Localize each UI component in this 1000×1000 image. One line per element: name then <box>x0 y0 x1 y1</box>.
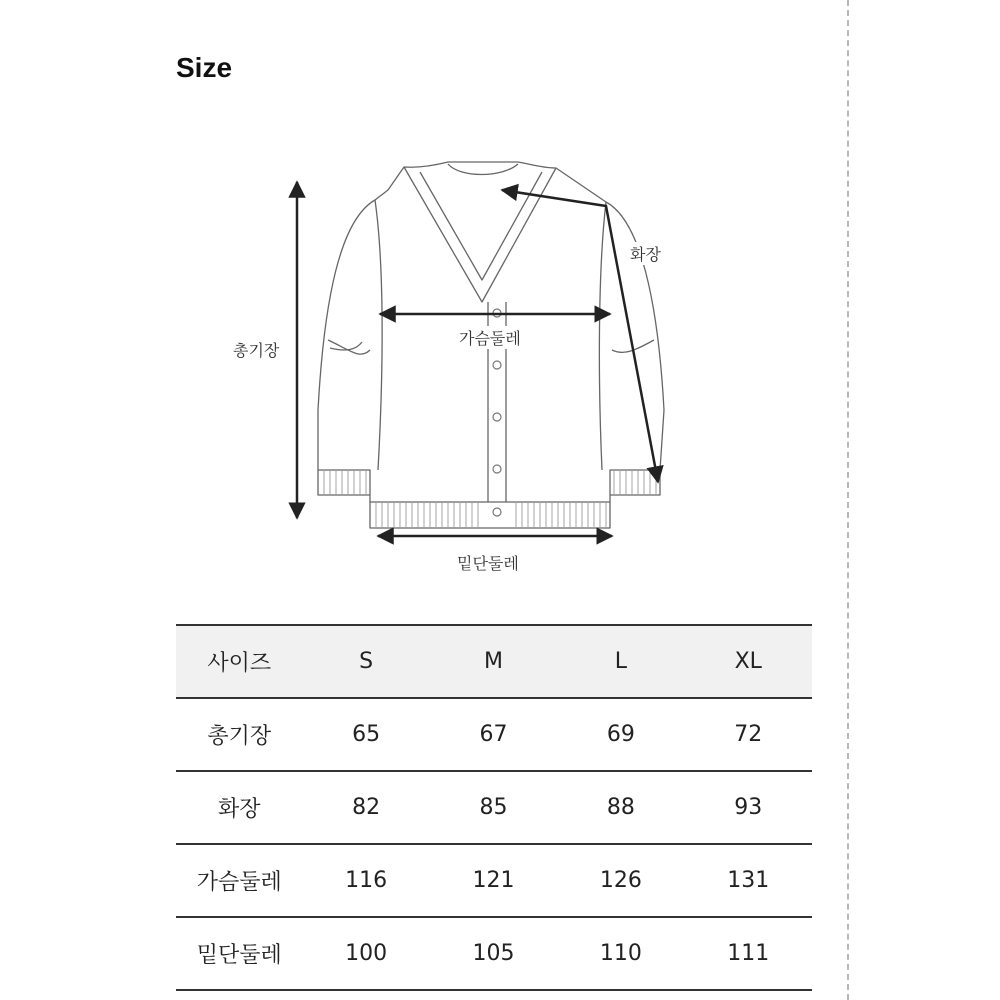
table-cell: 67 <box>430 698 557 771</box>
page-title: Size <box>176 52 233 83</box>
table-cell: 82 <box>302 771 429 844</box>
table-row <box>176 698 812 771</box>
table-cell: 105 <box>430 917 557 990</box>
table-cell: 65 <box>302 698 429 771</box>
table-cell: 116 <box>302 844 429 917</box>
table-cell: 93 <box>685 771 812 844</box>
row-label: 화장 <box>176 771 302 844</box>
table-cell: 100 <box>302 917 429 990</box>
table-cell: 85 <box>430 771 557 844</box>
table-cell: 111 <box>685 917 812 990</box>
table-cell: 69 <box>557 698 684 771</box>
table-cell: 121 <box>430 844 557 917</box>
hem-label: 밑단둘레 <box>454 551 522 574</box>
header-xl: XL <box>685 625 812 698</box>
cardigan-diagram <box>220 150 690 580</box>
table-row <box>176 917 812 990</box>
table-row <box>176 771 812 844</box>
row-label: 총기장 <box>176 698 302 771</box>
dashed-divider <box>847 0 849 1000</box>
header-size: 사이즈 <box>176 625 302 698</box>
header-s: S <box>302 625 429 698</box>
table-cell: 88 <box>557 771 684 844</box>
table-cell: 110 <box>557 917 684 990</box>
header-m: M <box>430 625 557 698</box>
cardigan-illustration <box>220 150 690 580</box>
table-cell: 131 <box>685 844 812 917</box>
row-label: 가슴둘레 <box>176 844 302 917</box>
size-table <box>176 624 812 991</box>
row-label: 밑단둘레 <box>176 917 302 990</box>
table-row <box>176 844 812 917</box>
table-cell: 72 <box>685 698 812 771</box>
sleeve-length-label: 화장 <box>627 242 664 265</box>
total-length-label: 총기장 <box>230 338 282 361</box>
table-cell: 126 <box>557 844 684 917</box>
header-l: L <box>557 625 684 698</box>
table-header-row <box>176 625 812 698</box>
chest-label: 가슴둘레 <box>456 326 524 349</box>
